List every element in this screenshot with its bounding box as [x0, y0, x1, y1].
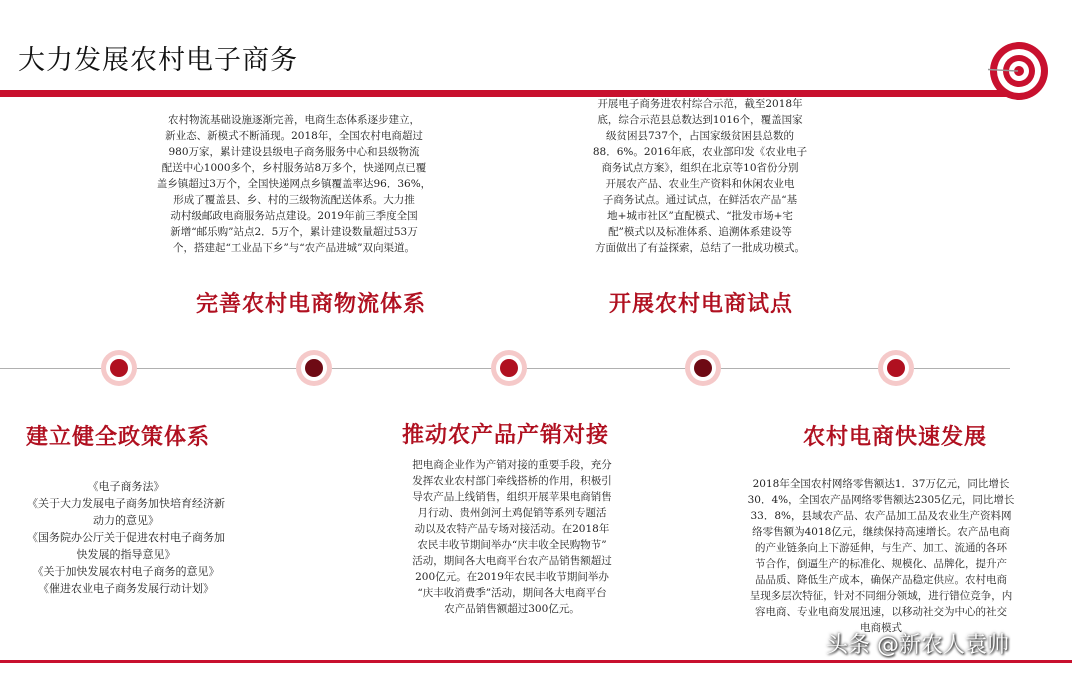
timeline-node-3: [491, 350, 527, 386]
target-icon: [988, 40, 1050, 102]
bottom-rule: [0, 660, 1072, 663]
pilot-heading: 开展农村电商试点: [609, 292, 794, 317]
sales-paragraph: 把电商企业作为产销对接的重要手段，充分 发挥农业农村部门牵线搭桥的作用，积极引 导农产品上线销售，组织开展苹果电商销售 月行动、贵州剑河土鸡促销等系列专题活 动以及农特产品专场对接活动。在2018年 农民丰收节期间举办“庆丰收全民购物节” 活动，期间各大电商平台农产品销售额超过 200亿元。在2019年农民丰收节期间举办 “庆丰收消费季”活动，期间各大电商平台 农产品销售额超过300亿元。: [412, 459, 612, 615]
watermark-text: 头条 @新农人袁帅: [826, 633, 1009, 658]
growth-paragraph: 2018年全国农村网络零售额达1．37万亿元，同比增长 30．4%，全国农产品网络零售额达2305亿元，同比增长 33．8%，县域农产品、农产品加工品及农业生产资料网 络零售额为4018亿元，继续保持高速增长。农产品电商 的产业链条向上下游延伸，与生产、加工、流通的各环 节合作，倒逼生产的标准化、规模化、品牌化，提升产 品品质、降低生产成本，确保产品稳定供应。农村电商 呈现多层次特征，针对不同细分领域，进行错位竞争，内 容电商、专业电商发展迅速，以移动社交为中心的社交 电商模式: [747, 478, 1015, 634]
sales-heading: 推动农产品产销对接: [402, 423, 610, 448]
logistics-heading: 完善农村电商物流体系: [196, 292, 427, 317]
pilot-paragraph: 开展电子商务进农村综合示范，截至2018年 底，综合示范县总数达到1016个，覆盖国家 级贫困县737个，占国家级贫困县总数的 88．6%。2016年底，农业部印发《农业电子 商务试点方案》，组织在北京等10省份分别 开展农产品、农业生产资料和休闲农业电 子商务试点。通过试点，在鲜活农产品“基 地+城市社区”直配模式、“批发市场+宅 配”模式以及标准体系、追溯体系建设等 方面做出了有益探索，总结了一批成功模式。: [592, 98, 808, 254]
timeline-node-2: [296, 350, 332, 386]
policy-heading: 建立健全政策体系: [26, 425, 211, 450]
timeline-node-4: [685, 350, 721, 386]
policy-list: 《电子商务法》 《关于大力发展电子商务加快培育经济新 动力的意见》 《国务院办公厅关于促进农村电子商务加 快发展的指导意见》 《关于加快发展农村电子商务的意见》 《催进农业电子商务发展行动计划》: [27, 480, 225, 595]
logistics-paragraph: 农村物流基础设施逐渐完善，电商生态体系逐步建立， 新业态、新模式不断涌现。2018年，全国农村电商超过 980万家，累计建设县级电子商务服务中心和县级物流 配送中心1000多个，乡村服务站8万多个，快递网点已覆 盖乡镇超过3万个，全国快递网点乡镇覆盖率达96．36%， 形成了覆盖县、乡、村的三级物流配送体系。大力推 动村级邮政电商服务站点建设。2019年前三季度全国 新增“邮乐购”站点2．5万个，累计建设数量超过53万 个，搭建起“工业品下乡”与“农产品进城”双向渠道。: [156, 114, 432, 254]
title-underline-bar: [0, 90, 1010, 97]
timeline-node-5: [878, 350, 914, 386]
timeline-node-1: [101, 350, 137, 386]
page-title: 大力发展农村电子商务: [18, 45, 298, 76]
growth-heading: 农村电商快速发展: [803, 425, 988, 450]
